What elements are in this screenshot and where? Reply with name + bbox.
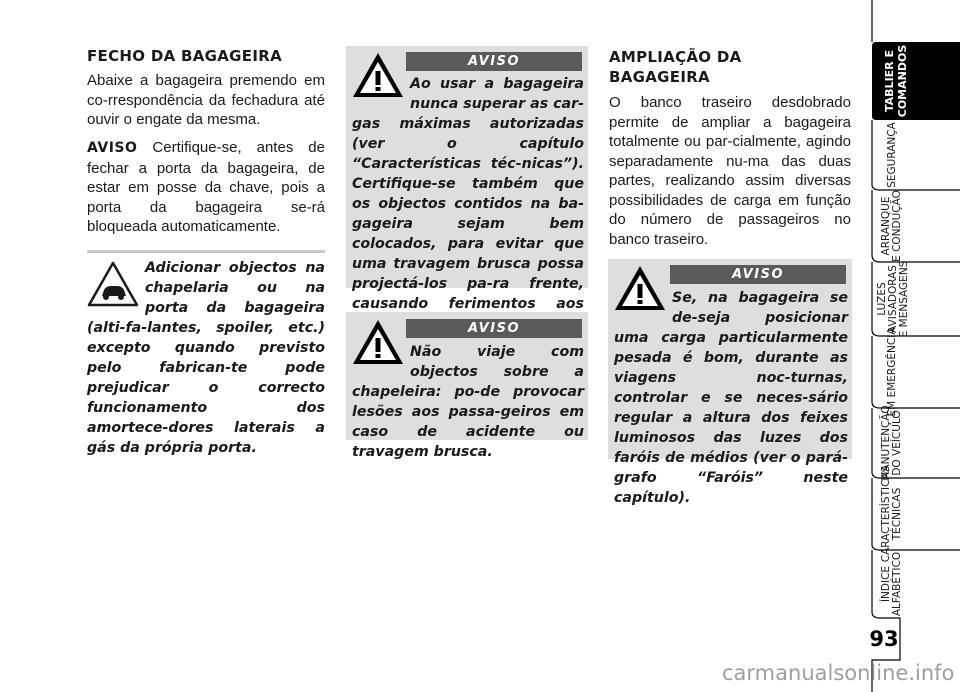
- section-title-fecho: FECHO DA BAGAGEIRA: [87, 47, 282, 65]
- warning-box-2: [346, 312, 588, 460]
- warning-box-1-label: AVISO: [406, 52, 582, 71]
- page-number: 93: [869, 627, 899, 651]
- tab-luzes-line1[interactable]: LUZES: [876, 282, 888, 316]
- tab-active-line1[interactable]: TABLIER E: [883, 50, 896, 112]
- tab-active-line2[interactable]: COMANDOS: [896, 44, 909, 118]
- tab-manutencao-line1[interactable]: MANUTENÇÃO: [880, 405, 892, 481]
- tab-indice-line2[interactable]: ALFABÉTICO: [891, 551, 903, 617]
- warning-box-3-label: AVISO: [670, 265, 846, 284]
- tab-caracteristicas-line2[interactable]: TÉCNICAS: [891, 487, 903, 541]
- paragraph-aviso: [87, 138, 325, 237]
- tab-seguranca: [886, 121, 898, 187]
- note-icon-spacer: [87, 258, 145, 318]
- paragraph-ampliacao: O banco traseiro desdobrado permite de ampliar a bagageira totalmente ou par-cialmente, agindo separadamente nu-ma das duas partes, realizando assim diversas possibilidades de carga em função do número de passageiros no banco traseiro.: [609, 94, 851, 248]
- watermark: carmanualsonline.info: [722, 661, 955, 685]
- spacer: [614, 288, 672, 326]
- title-line-2: BAGAGEIRA: [609, 68, 710, 86]
- note-text: [87, 258, 325, 458]
- section-title-ampliacao: [609, 47, 742, 87]
- aviso-inline-label: AVISO: [87, 140, 138, 156]
- warning-box-2-label: AVISO: [406, 319, 582, 338]
- tab-luzes-line3[interactable]: E MENSAGENS: [898, 260, 910, 338]
- aviso-inline-text: Certifique-se, antes de fechar a porta da bagageira, de estar em posse da chave, pois a porta da bagageira se-rá bloqueada automaticamente.: [87, 139, 325, 235]
- warning-box-2-body: Não viaje com objectos sobre a chapeleira: po-de provocar lesões aos passa-geiros em caso de acidente ou travagem brusca.: [352, 344, 584, 460]
- warning-box-1-text: [352, 74, 584, 334]
- tab-caracteristicas-line1[interactable]: CARACTERÍSTICAS: [880, 465, 892, 563]
- paragraph-fecho: Abaixe a bagageira premendo em co-rrespondência da fechadura até ouvir o engate da mesma.: [87, 72, 325, 128]
- tab-luzes-line2[interactable]: AVISADORAS: [887, 265, 899, 333]
- warning-box-1-body: Ao usar a bagageira nunca superar as car-gas máximas autorizadas (ver o capítulo “Características téc-nicas”). Certifique-se também que os objectos contidos na ba-gageira sejam bem colocados, para evitar que uma travagem brusca possa projectá-los pa-ra frente, causando ferimentos aos: [352, 76, 584, 312]
- warning-box-3: [608, 259, 852, 506]
- warning-box-1: [346, 46, 588, 312]
- tab-arranque-line1[interactable]: ARRANQUE: [880, 196, 892, 256]
- tab-tablier-comandos: [883, 45, 909, 118]
- tab-indice-line1[interactable]: ÍNDICE: [880, 565, 892, 603]
- tab-emergencia-label[interactable]: EM EMERGÊNCIA: [886, 327, 898, 417]
- warning-box-3-text: [614, 288, 848, 508]
- tab-arranque: [880, 190, 903, 262]
- warning-box-2-text: [352, 342, 584, 462]
- tab-seguranca-label[interactable]: SEGURANÇA: [886, 122, 898, 188]
- tab-arranque-line2[interactable]: E CONDUÇÃO: [891, 190, 903, 262]
- title-line-1: AMPLIAÇÃO DA: [609, 48, 742, 66]
- chapter-index-sidebar: [860, 0, 960, 692]
- tab-luzes: [876, 260, 910, 337]
- warning-box-3-body: Se, na bagageira se de-seja posicionar uma carga particularmente pesada é bom, durante as viagens noc-turnas, controlar e se neces-sário regular a altura dos feixes luminosos das luzes dos faróis de médios (ver o pará-grafo “Faróis” neste capítulo).: [614, 290, 848, 506]
- spacer: [352, 74, 410, 112]
- tab-caracteristicas: [879, 465, 903, 562]
- note-divider: [87, 250, 325, 253]
- note-body: Adicionar objectos na chapelaria ou na porta da bagageira (alti-fa-lantes, spoiler, etc.) excepto quando previsto pelo fabrican-te pode prejudicar o correcto funcionamento dos amortece-dores laterais a gás da própria porta.: [87, 260, 325, 456]
- tab-manutencao-line2[interactable]: DO VEÍCULO: [891, 410, 903, 476]
- spacer: [352, 342, 410, 380]
- tab-emergencia: [885, 327, 898, 417]
